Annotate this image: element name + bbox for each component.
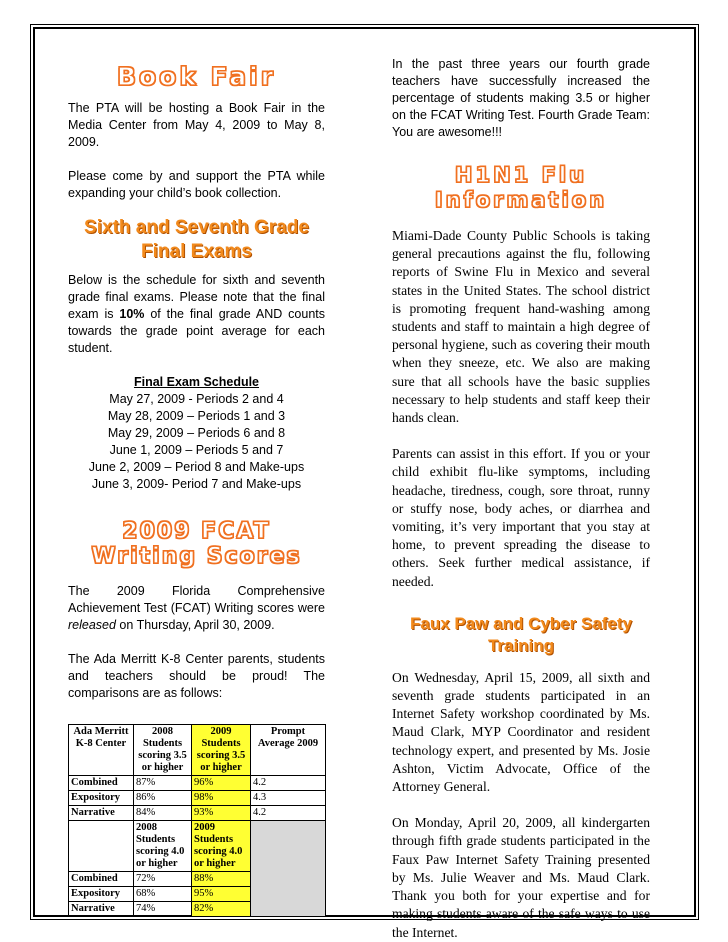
h1n1-heading (392, 163, 650, 213)
table-cell: 4.2 (251, 776, 326, 791)
table-cell: 4.2 (251, 806, 326, 821)
table-row (69, 791, 326, 806)
table-cell: 88% (192, 872, 251, 887)
table-cell: 74% (134, 902, 192, 917)
table-cell: 82% (192, 902, 251, 917)
table-cell: 87% (134, 776, 192, 791)
fcat-proud: The Ada Merritt K-8 Center parents, students and teachers should be proud! The comparisons are as follows: (68, 652, 325, 700)
table-cell: 72% (134, 872, 192, 887)
table-subheader-row (69, 821, 326, 872)
cyber-safety-heading (392, 613, 650, 657)
table-header-row (69, 725, 326, 776)
cyber-heading-line2: Training (487, 635, 555, 655)
final-exams-heading-line1: Sixth and Seventh Grade (84, 217, 309, 238)
final-exams-intro (68, 272, 325, 357)
table-subheader-cell: 2009 Students scoring 4.0 or higher (192, 821, 251, 872)
table-header-cell: Ada Merritt K-8 Center (69, 725, 134, 776)
table-cell: 96% (192, 776, 251, 791)
fcat-paragraph-rest: on Thursday, April 30, 2009. (115, 618, 275, 632)
fcat-scores-table (68, 724, 326, 917)
table-cell: Combined (71, 873, 118, 884)
fcat-heading (68, 519, 325, 569)
table-cell: Narrative (71, 903, 115, 914)
table-cell: Expository (71, 888, 121, 899)
book-fair-paragraph: The PTA will be hosting a Book Fair in the Media Center from May 4, 2009 to May 8, 2009. (68, 101, 325, 149)
fcat-paragraph-text: The 2009 Florida Comprehensive Achievement Test (FCAT) Writing scores were (68, 584, 325, 615)
table-subheader-cell: 2008 Students scoring 4.0 or higher (134, 821, 192, 872)
h1n1-parents-paragraph: Parents can assist in this effort. If you or your child exhibit flu-like symptoms, including headache, tiredness, cough, sore throat, runny or stuffy nose, body aches, or diarrhea and vomiting, it’s very important that you stay at home, to prevent spreading the disease to others. Seek further medical assistance, if needed. (392, 446, 650, 589)
table-cell-shaded (251, 821, 326, 917)
table-cell: 86% (134, 791, 192, 806)
left-column (68, 56, 325, 917)
final-exams-heading-line2: Final Exams (141, 241, 252, 262)
cyber-paragraph: On Wednesday, April 15, 2009, all sixth and seventh grade students participated in an Internet Safety workshop coordinated by Ms. Maud Clark, MYP Coordinator and resident technology expert, and presented by Ms. Josie Ashton, Victim Advocate, Office of the Attorney General. (392, 669, 650, 795)
final-exams-intro-text: Below is the schedule for sixth and seventh grade final exams. Please note that the final exam is (68, 273, 325, 321)
fcat-heading-line1: 2009 FCAT (122, 519, 271, 544)
h1n1-paragraph: Miami-Dade County Public Schools is taking general precautions against the flu, following reports of Swine Flu in Mexico and several states in the United States. The school district is promoting frequent hand-washing among students and staff to maintain a high degree of personal hygiene, such as covering their mouth when they sneeze, etc. We also are making sure that all schools have the basic supplies necessary to help students and staff keep their hands clean. (392, 228, 650, 426)
cyber-heading-line1: Faux Paw and Cyber Safety (409, 613, 633, 633)
schedule-line: May 29, 2009 – Periods 6 and 8 (107, 426, 286, 440)
h1n1-heading-line2: Information (434, 188, 608, 212)
final-exams-heading (68, 216, 325, 264)
table-row (69, 776, 326, 791)
h1n1-heading-line1: H1N1 Flu (454, 163, 588, 187)
table-cell: 98% (192, 791, 251, 806)
fcat-released: released (68, 618, 116, 632)
schedule-line: June 1, 2009 – Periods 5 and 7 (109, 443, 284, 457)
schedule-line: June 3, 2009- Period 7 and Make-ups (91, 477, 302, 491)
table-cell-empty (69, 821, 134, 872)
book-fair-heading: Book Fair (116, 62, 277, 91)
table-cell: 84% (134, 806, 192, 821)
final-exam-schedule (68, 374, 325, 493)
fourth-grade-paragraph: In the past three years our fourth grade teachers have successfully increased the percentage of students making 3.5 or higher on the FCAT Writing Test. Fourth Grade Team: You are awesome!!! (392, 57, 650, 139)
book-fair-support: Please come by and support the PTA while expanding your child’s book collection. (68, 169, 325, 200)
table-row (69, 806, 326, 821)
table-cell: 4.3 (251, 791, 326, 806)
table-header-cell: Prompt Average 2009 (251, 725, 326, 776)
final-exams-intro-rest: of the final grade AND counts towards the grade point average for each student. (68, 307, 326, 355)
table-cell: 93% (192, 806, 251, 821)
fcat-heading-line2: Writing Scores (91, 544, 302, 569)
table-cell: Narrative (71, 807, 115, 818)
table-cell: 68% (134, 887, 192, 902)
table-cell: Expository (71, 792, 121, 803)
final-exams-percent: 10% (119, 307, 145, 321)
table-cell: Combined (71, 777, 118, 788)
fcat-paragraph (68, 583, 325, 634)
right-column (392, 56, 650, 942)
schedule-line: May 28, 2009 – Periods 1 and 3 (107, 409, 286, 423)
schedule-line: June 2, 2009 – Period 8 and Make-ups (88, 460, 305, 474)
table-header-cell: 2008 Students scoring 3.5 or higher (134, 725, 192, 776)
table-header-cell: 2009 Students scoring 3.5 or higher (192, 725, 251, 776)
faux-paw-paragraph: On Monday, April 20, 2009, all kindergarten through fifth grade students participated in the Faux Paw Internet Safety Training presented by Ms. Julie Weaver and Ms. Maud Clark. Thank you both for your expertise and for making students aware of the safe ways to use the Internet. (392, 815, 650, 940)
schedule-title: Final Exam Schedule (133, 375, 260, 389)
table-cell: 95% (192, 887, 251, 902)
schedule-line: May 27, 2009 - Periods 2 and 4 (109, 392, 284, 406)
